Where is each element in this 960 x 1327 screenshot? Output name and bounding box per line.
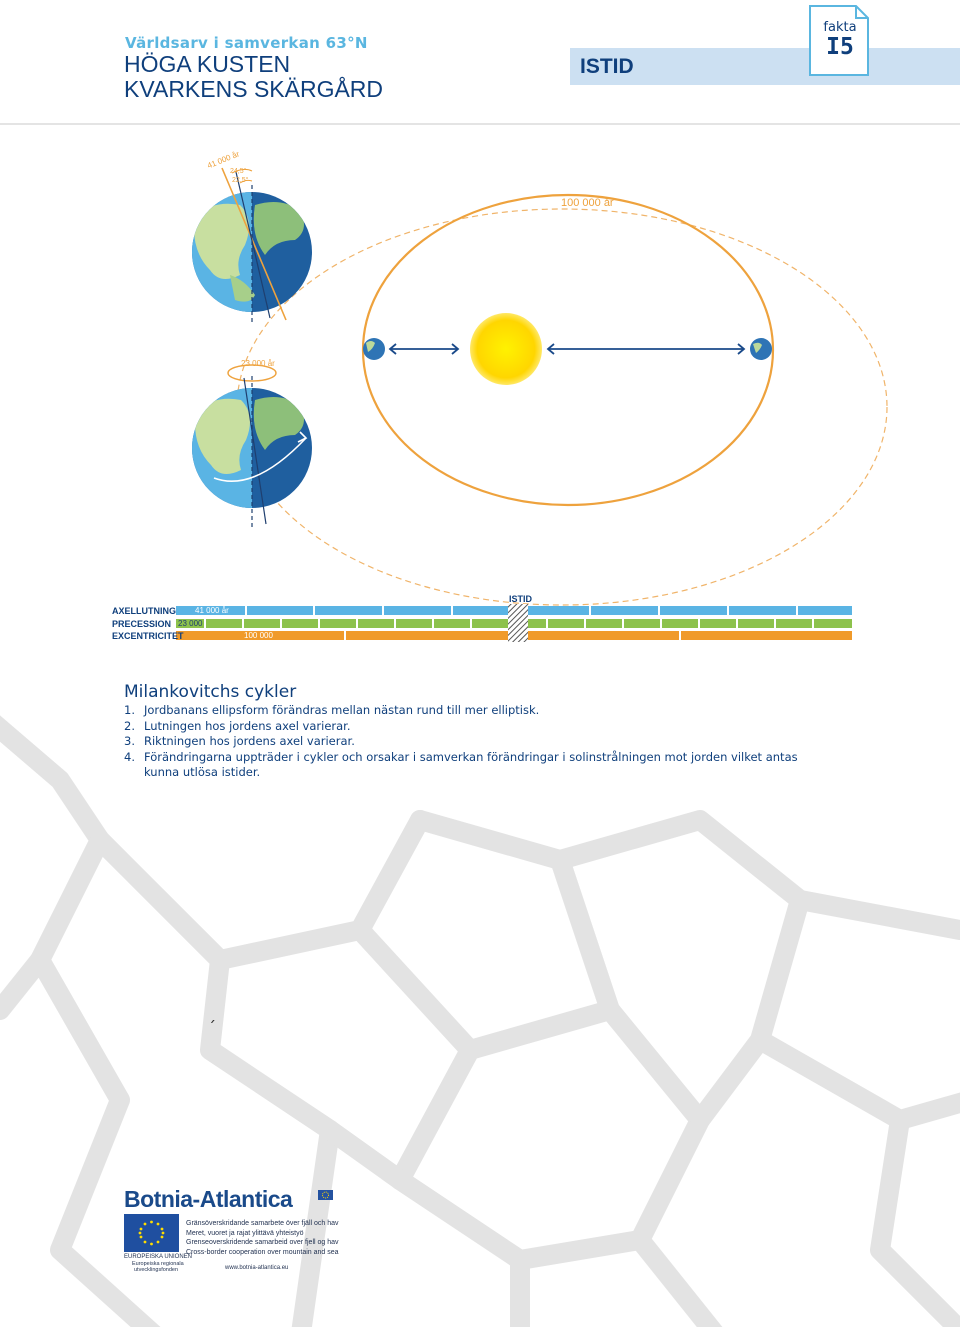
list-item-text: Förändringarna uppträder i cykler och orsakar i samverkan förändringar i solinstrålningen mot jorden vilket antas kunna utlösa istider. <box>144 749 798 779</box>
row-period-precession: 23 000 <box>178 619 203 628</box>
list-item-number: 3. <box>124 734 135 748</box>
title-line-2: KVARKENS SKÄRGÅRD <box>124 76 384 102</box>
cooperation-line: Meret, vuoret ja rajat ylittävä yhteistyö <box>186 1229 304 1237</box>
obliquity-period-label: 41 000 år <box>206 149 241 171</box>
section-label: ISTID <box>580 55 634 78</box>
botnia-atlantica-logo: Botnia-Atlantica <box>124 1186 293 1212</box>
list-item <box>124 750 824 781</box>
section-heading: Milankovitchs cykler <box>124 682 297 702</box>
angle-min-label: 22,5° <box>232 177 249 184</box>
timeline-marker: ISTID <box>509 594 533 604</box>
title-line-1: HÖGA KUSTEN <box>124 51 291 77</box>
timeline-chart <box>176 604 852 642</box>
precession-period-label: 23 000 år <box>241 359 275 368</box>
list-item-number: 4. <box>124 749 135 764</box>
header-subtitle: Världsarv i samverkan 63°N <box>125 34 368 52</box>
list-item <box>124 719 824 735</box>
cooperation-line: Gränsöverskridande samarbete över fjäll och hav <box>186 1220 339 1227</box>
list-item-text: Jordbanans ellipsform förändras mellan nästan rund till mer elliptisk. <box>144 703 540 717</box>
row-label-excentricitet: EXCENTRICITET <box>112 631 184 641</box>
row-label-precession: PRECESSION <box>112 619 172 629</box>
cooperation-text <box>186 1219 339 1257</box>
eu-fund-line-2: utvecklingsfonden <box>134 1267 179 1273</box>
fakta-word: fakta <box>823 20 857 35</box>
website-link[interactable]: www.botnia-atlantica.eu <box>225 1265 289 1271</box>
row-period-axellutning: 41 000 år <box>195 606 229 615</box>
fakta-code: I5 <box>826 34 854 60</box>
globe-precession <box>192 365 312 528</box>
row-label-axellutning: AXELLUTNING <box>112 606 176 616</box>
globe-tilt <box>192 168 312 325</box>
row-period-excentricitet: 100 000 <box>244 631 273 640</box>
eu-flag-small-icon <box>318 1190 333 1200</box>
cycle-list <box>124 703 824 781</box>
angle-max-label: 24,5° <box>230 168 247 175</box>
cooperation-line: Cross-border cooperation over mountain and sea <box>186 1248 339 1256</box>
list-item <box>124 703 824 719</box>
eu-name: EUROPEISKA UNIONEN <box>124 1254 193 1260</box>
page-title <box>124 52 383 102</box>
list-item-text: Lutningen hos jordens axel varierar. <box>144 718 351 733</box>
stray-mark: ´ <box>208 1018 216 1037</box>
orbit-diagram <box>237 195 887 605</box>
cooperation-line: Grenseoverskridende samarbeid over fjell og hav <box>186 1239 339 1246</box>
list-item-number: 1. <box>124 703 135 717</box>
eu-fund-line-1: Europeiska regionala <box>132 1261 184 1267</box>
eu-flag-icon <box>124 1214 179 1252</box>
eccentricity-period-label: 100 000 år <box>561 197 614 209</box>
list-item-text: Riktningen hos jordens axel varierar. <box>144 734 355 748</box>
list-item <box>124 734 824 750</box>
sun <box>470 313 542 385</box>
header-divider <box>0 123 960 125</box>
list-item-number: 2. <box>124 718 135 733</box>
